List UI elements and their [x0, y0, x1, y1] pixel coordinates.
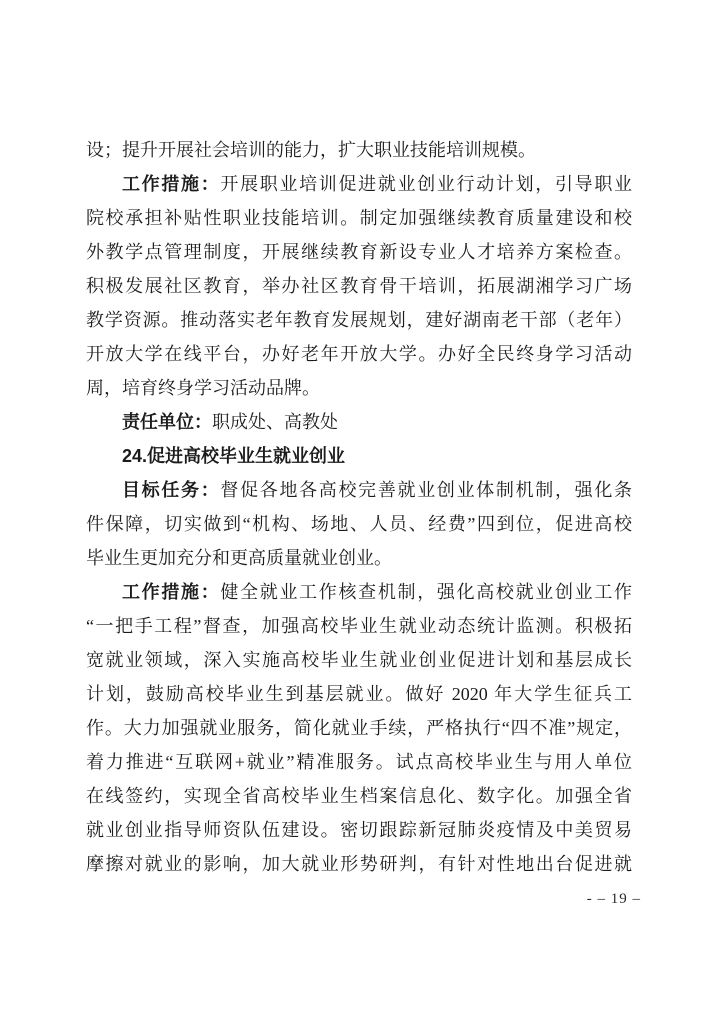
- text-line: 摩擦对就业的影响，加大就业形势研判，有针对性地出台促进就: [86, 854, 632, 874]
- bold-label: 24.促进高校毕业生就业创业: [122, 446, 346, 466]
- text-line: 件保障，切实做到“机构、场地、人员、经费”四到位，促进高校: [86, 514, 632, 534]
- text-line: 就业创业指导师资队伍建设。密切跟踪新冠肺炎疫情及中美贸易: [86, 820, 632, 840]
- text-line: 工作措施：健全就业工作核查机制，强化高校就业创业工作: [122, 582, 633, 602]
- text-line: 外教学点管理制度，开展继续教育新设专业人才培养方案检查。: [86, 242, 632, 262]
- text-line: 工作措施：开展职业培训促进就业创业行动计划，引导职业: [122, 174, 633, 194]
- text-line: 毕业生更加充分和更高质量就业创业。: [86, 548, 392, 568]
- text-line: [86, 439, 632, 473]
- bold-label: 目标任务：: [122, 480, 221, 500]
- text-line: 周，培育终身学习活动品牌。: [86, 378, 320, 398]
- bold-label: 工作措施：: [122, 174, 221, 194]
- text-line: 目标任务：督促各地各高校完善就业创业体制机制，强化条: [122, 480, 633, 500]
- text-line: 责任单位：职成处、高教处: [122, 412, 338, 432]
- text-line: 宽就业领域，深入实施高校毕业生就业创业促进计划和基层成长: [86, 650, 632, 670]
- text-line: 计划，鼓励高校毕业生到基层就业。做好 2020 年大学生征兵工: [86, 684, 632, 704]
- text-line: 在线签约，实现全省高校毕业生档案信息化、数字化。加强全省: [86, 786, 632, 806]
- bold-label: 工作措施：: [122, 582, 221, 602]
- document-lines: [86, 133, 632, 881]
- page-number: - – 19 –: [586, 891, 641, 907]
- text-line: 设；提升开展社会培训的能力，扩大职业技能培训规模。: [86, 140, 536, 160]
- text-line: 开放大学在线平台，办好老年开放大学。办好全民终身学习活动: [86, 344, 632, 364]
- text-line: 积极发展社区教育，举办社区教育骨干培训，拓展湖湘学习广场: [86, 276, 632, 296]
- text-line: 院校承担补贴性职业技能培训。制定加强继续教育质量建设和校: [86, 208, 632, 228]
- bold-label: 责任单位：: [122, 412, 212, 432]
- text-line: 着力推进“互联网+就业”精准服务。试点高校毕业生与用人单位: [86, 752, 632, 772]
- text-line: “一把手工程”督查，加强高校毕业生就业动态统计监测。积极拓: [86, 616, 632, 636]
- text-line: 教学资源。推动落实老年教育发展规划，建好湖南老干部（老年）: [86, 310, 632, 330]
- text-line: 作。大力加强就业服务，简化就业手续，严格执行“四不准”规定，: [86, 718, 632, 738]
